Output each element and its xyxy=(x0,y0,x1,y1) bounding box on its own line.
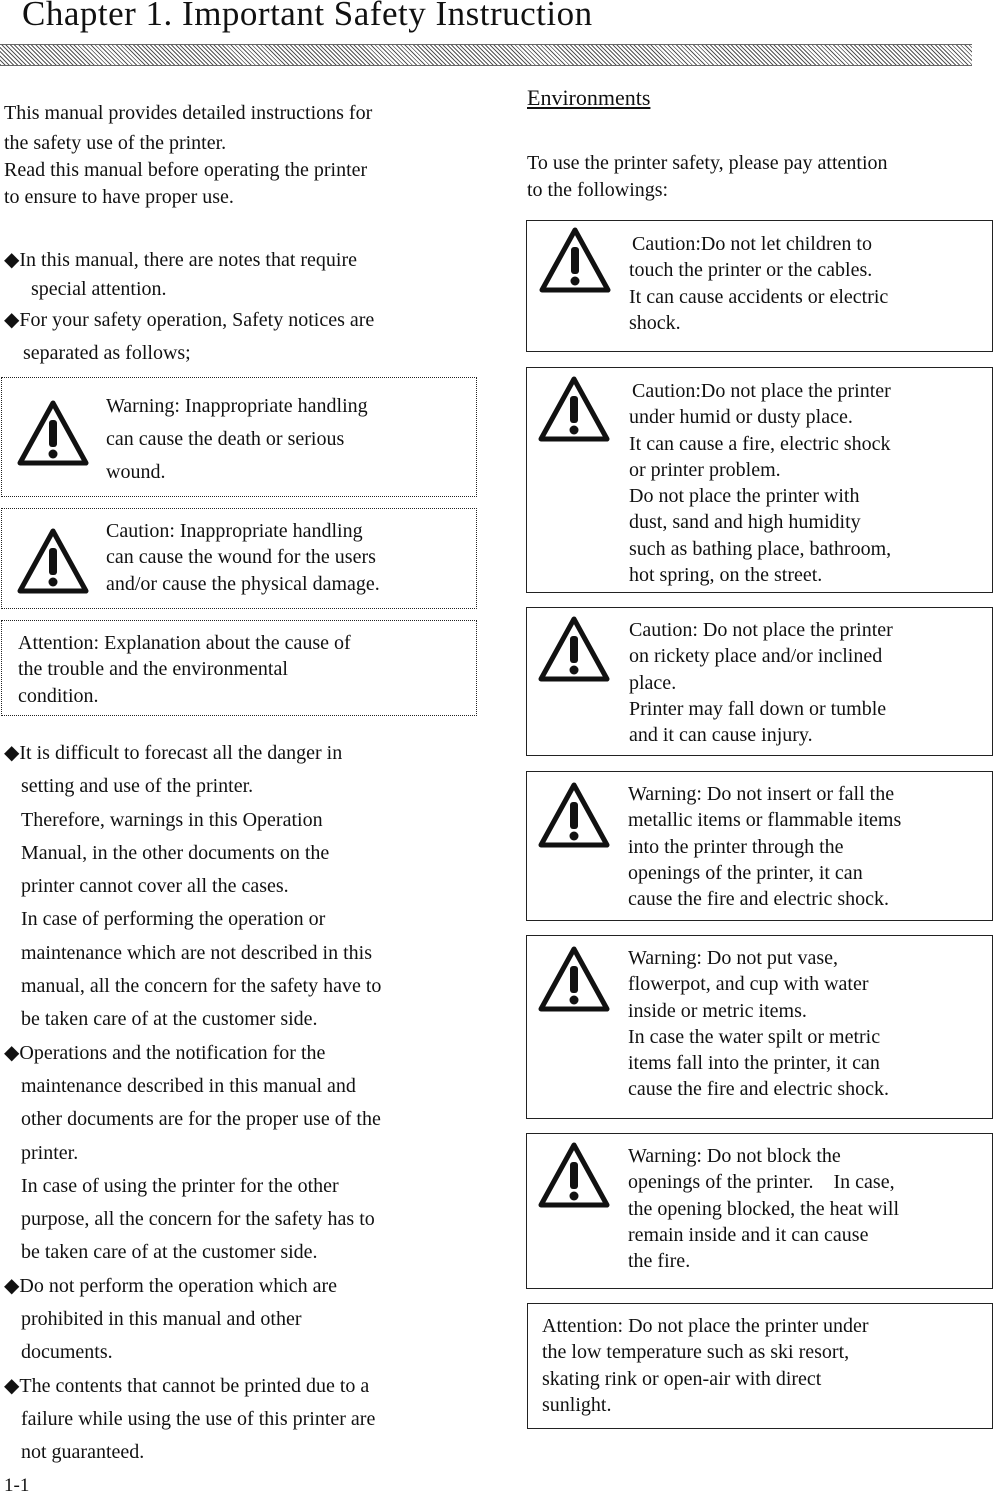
notice-text xyxy=(629,617,893,748)
text-line: touch the printer or the cables. xyxy=(629,259,873,282)
text-line: wound. xyxy=(106,461,166,483)
intro-line: This manual provides detailed instructions for xyxy=(4,102,373,124)
bullet-line: ◆Do not perform the operation which are xyxy=(4,1274,338,1297)
bullet-line: Therefore, warnings in this Operation xyxy=(21,808,323,831)
environments-heading: Environments xyxy=(527,85,651,110)
text-line: flowerpot, and cup with water xyxy=(628,973,869,996)
environments-intro xyxy=(527,150,888,204)
text-line: cause the fire and electric shock. xyxy=(628,1078,889,1101)
notice-text xyxy=(628,1143,899,1274)
bullet-line: manual, all the concern for the safety have to xyxy=(21,975,382,998)
bullet-line: ◆In this manual, there are notes that require xyxy=(4,249,358,271)
text-line: Printer may fall down or tumble xyxy=(629,697,887,720)
text-line: Warning: Inappropriate handling xyxy=(106,395,368,417)
caution-notice-children xyxy=(526,220,993,352)
caution-notice-rickety xyxy=(526,607,993,756)
intro-line: the safety use of the printer. xyxy=(4,132,227,154)
notice-text xyxy=(629,378,891,588)
text-line: the fire. xyxy=(628,1250,691,1273)
bullet-line: be taken care of at the customer side. xyxy=(21,1008,318,1031)
bullet-line: not guaranteed. xyxy=(21,1441,145,1464)
safety-bullets xyxy=(4,737,381,1470)
text-line: to the followings: xyxy=(527,179,669,201)
text-line: Caution:Do not place the printer xyxy=(632,380,891,402)
warning-notice-vase xyxy=(526,935,993,1119)
warning-triangle-icon xyxy=(539,227,611,293)
chapter-title: Chapter 1. Important Safety Instruction xyxy=(22,0,593,33)
warning-notice-metallic xyxy=(526,771,993,921)
text-line: can cause the wound for the users xyxy=(106,546,376,569)
bullet-line: setting and use of the printer. xyxy=(21,775,254,798)
text-line: shock. xyxy=(629,311,681,334)
warning-triangle-icon xyxy=(538,782,610,848)
text-line: into the printer through the xyxy=(628,835,844,858)
text-line: dust, sand and high humidity xyxy=(629,511,861,534)
bullet-line: maintenance which are not described in this xyxy=(21,941,372,964)
text-line: Attention: Explanation about the cause of xyxy=(18,632,351,654)
text-line: Do not place the printer with xyxy=(629,485,860,508)
text-line: remain inside and it can cause xyxy=(628,1223,869,1246)
text-line: It can cause a fire, electric shock xyxy=(629,432,891,455)
warning-triangle-icon xyxy=(538,946,610,1012)
text-line: on rickety place and/or inclined xyxy=(629,645,883,668)
text-line: hot spring, on the street. xyxy=(629,564,823,587)
bullet-line: be taken care of at the customer side. xyxy=(21,1241,318,1264)
warning-notice-openings xyxy=(526,1133,993,1289)
bullet-line: ◆The contents that cannot be printed due to a xyxy=(4,1374,370,1397)
bullet-line: ◆For your safety operation, Safety notices are xyxy=(4,309,375,331)
bullet-line: special attention. xyxy=(31,278,167,300)
text-line: cause the fire and electric shock. xyxy=(628,888,889,911)
text-line: openings of the printer. In case, xyxy=(628,1171,895,1194)
bullet-line: failure while using the use of this printer are xyxy=(21,1407,376,1430)
bullet-line: separated as follows; xyxy=(23,342,191,364)
text-line: can cause the death or serious xyxy=(106,428,345,450)
bullet-line: Manual, in the other documents on the xyxy=(21,841,330,864)
bullet-line: printer. xyxy=(21,1141,79,1164)
text-line: such as bathing place, bathroom, xyxy=(629,537,892,560)
page-number: 1-1 xyxy=(4,1475,30,1496)
text-line: sunlight. xyxy=(542,1393,612,1416)
title-divider xyxy=(0,44,972,66)
text-line: In case the water spilt or metric xyxy=(628,1025,881,1048)
bullet-line: documents. xyxy=(21,1341,113,1364)
warning-triangle-icon xyxy=(538,376,610,442)
intro-line: to ensure to have proper use. xyxy=(4,186,234,208)
notice-bullets xyxy=(4,246,374,370)
text-line: Warning: Do not block the xyxy=(628,1145,841,1167)
text-line: and/or cause the physical damage. xyxy=(106,572,380,595)
bullet-line: other documents are for the proper use of the xyxy=(21,1108,381,1131)
text-line: condition. xyxy=(18,684,99,707)
text-line: Warning: Do not put vase, xyxy=(628,947,839,969)
warning-triangle-icon xyxy=(538,616,610,682)
text-line: and it can cause injury. xyxy=(629,724,813,747)
text-line: To use the printer safety, please pay attention xyxy=(527,152,888,174)
legend-caution-box xyxy=(1,508,477,609)
text-line: Caution:Do not let children to xyxy=(632,233,872,255)
legend-warning-text xyxy=(106,390,368,489)
text-line: skating rink or open-air with direct xyxy=(542,1367,822,1390)
text-line: Warning: Do not insert or fall the xyxy=(628,783,895,805)
bullet-line: In case of using the printer for the other xyxy=(21,1174,339,1197)
text-line: Caution: Do not place the printer xyxy=(629,619,893,641)
bullet-line: ◆Operations and the notification for the xyxy=(4,1041,326,1064)
notice-text xyxy=(629,231,888,336)
text-line: the low temperature such as ski resort, xyxy=(542,1341,850,1364)
text-line: metallic items or flammable items xyxy=(628,809,902,832)
notice-text xyxy=(542,1313,869,1418)
text-line: items fall into the printer, it can xyxy=(628,1052,880,1075)
bullet-line: prohibited in this manual and other xyxy=(21,1308,302,1331)
text-line: It can cause accidents or electric xyxy=(629,285,889,308)
bullet-line: printer cannot cover all the cases. xyxy=(21,875,289,898)
intro-line: Read this manual before operating the printer xyxy=(4,159,368,181)
text-line: place. xyxy=(629,671,677,694)
legend-attention-box xyxy=(1,620,477,716)
legend-attention-text xyxy=(18,630,351,709)
bullet-line: purpose, all the concern for the safety has to xyxy=(21,1208,375,1231)
legend-caution-text xyxy=(106,518,380,597)
text-line: openings of the printer, it can xyxy=(628,861,863,884)
text-line: under humid or dusty place. xyxy=(629,406,853,429)
warning-triangle-icon xyxy=(538,1142,610,1208)
caution-triangle-icon xyxy=(17,528,89,594)
attention-notice-temperature xyxy=(527,1303,993,1429)
text-line: or printer problem. xyxy=(629,458,781,481)
text-line: Attention: Do not place the printer under xyxy=(542,1315,869,1337)
notice-text xyxy=(628,945,889,1103)
text-line: inside or metric items. xyxy=(628,999,807,1022)
notice-text xyxy=(628,781,901,912)
bullet-line: ◆It is difficult to forecast all the danger in xyxy=(4,742,343,764)
warning-triangle-icon xyxy=(17,400,89,466)
text-line: the trouble and the environmental xyxy=(18,658,288,681)
bullet-line: In case of performing the operation or xyxy=(21,908,326,931)
caution-notice-humid xyxy=(526,367,993,593)
legend-warning-box xyxy=(1,377,477,497)
intro-paragraph xyxy=(4,97,372,211)
text-line: Caution: Inappropriate handling xyxy=(106,520,363,542)
bullet-line: maintenance described in this manual and xyxy=(21,1074,356,1097)
text-line: the opening blocked, the heat will xyxy=(628,1197,900,1220)
